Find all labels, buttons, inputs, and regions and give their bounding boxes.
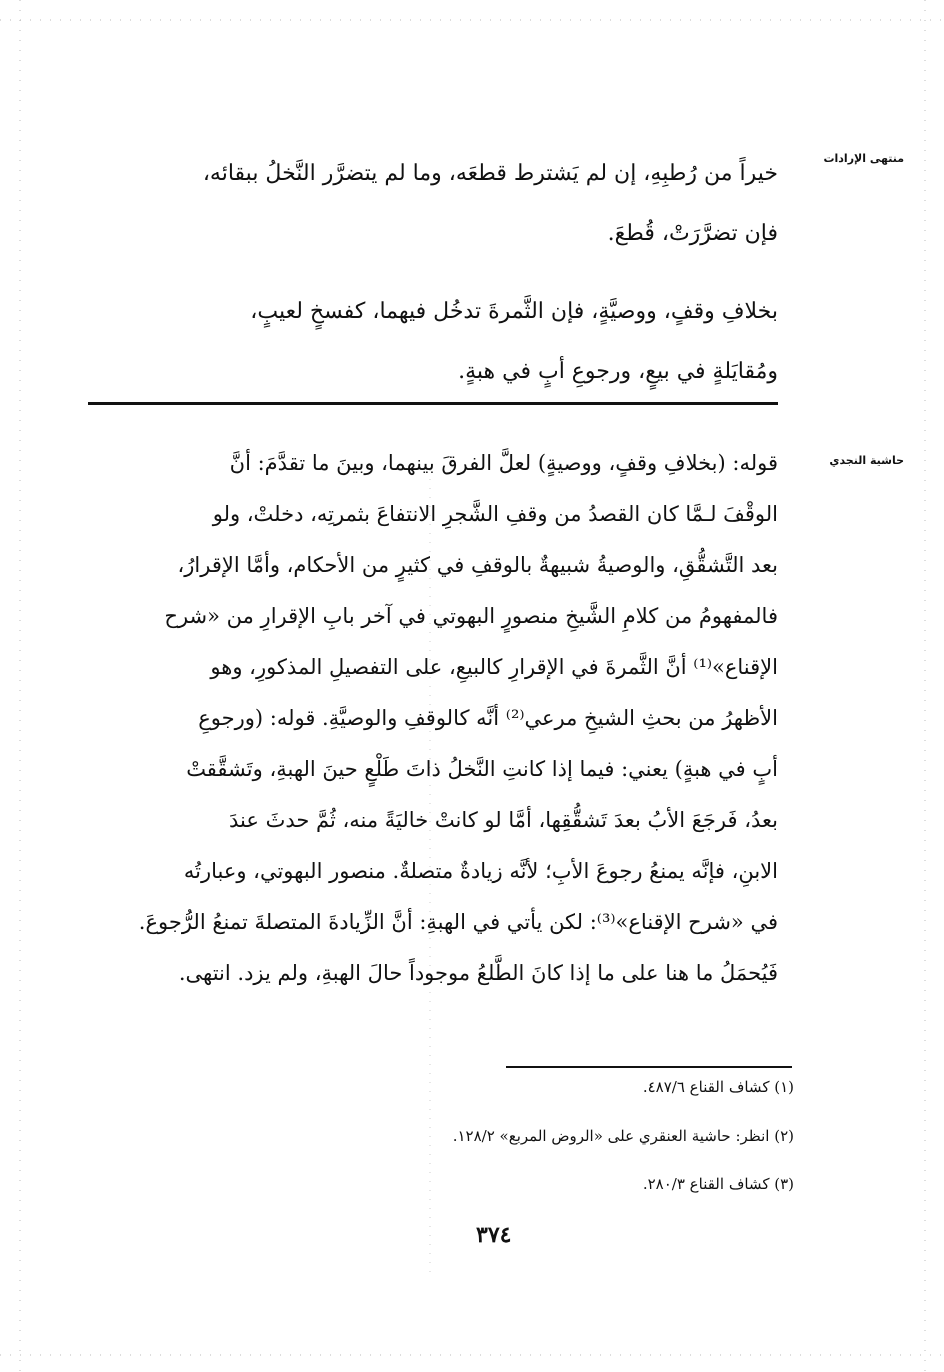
text-line: الإقناع»⁽¹⁾ أنَّ الثَّمرةَ في الإقرارِ كالبيعِ، على التفصيلِ المذكورِ، وهو: [210, 655, 778, 679]
text-line: الابنِ، فإنَّه يمنعُ رجوعَ الأبِ؛ لأنَّه زيادةٌ متصلةٌ. منصور البهوتي، وعبارتُه: [183, 859, 778, 883]
text-line: الوقْفَ لـمَّا كان القصدُ من وقفِ الشَّجرِ الانتفاعَ بثمرتِه، دخلتْ، ولو: [212, 502, 778, 526]
text-line: فإن تضرَّرَتْ، قُطعَ.: [607, 221, 778, 246]
text-line: خيراً من رُطبِهِ، إن لم يَشترط قطعَه، وما لم يتضرَّر النَّخلُ ببقائه،: [202, 161, 778, 186]
footnote-1: (١) كشاف القناع ٤٨٧/٦.: [642, 1078, 794, 1096]
main-text-paragraph-2: [88, 282, 778, 402]
text-line: ومُقايَلةٍ في بيعٍ، ورجوعِ أبٍ في هبةٍ.: [458, 359, 778, 384]
side-label-main: منتهى الإرادات: [823, 152, 904, 165]
footnote-3: (٣) كشاف القناع ٢٨٠/٣.: [642, 1175, 794, 1193]
footnote-2: (٢) انظر: حاشية العنقري على «الروض المربع» ١٢٨/٢.: [452, 1127, 794, 1145]
text-line: أبٍ في هبةٍ) يعني: فيما إذا كانتِ النَّخلُ ذاتَ طَلْعٍ حينَ الهبةِ، وتَشقَّقتْ: [186, 757, 778, 781]
section-divider: [88, 402, 778, 405]
text-line: الأظهرُ من بحثِ الشيخِ مرعي⁽²⁾ أنَّه كالوقفِ والوصيَّةِ. قوله: (ورجوعِ: [198, 706, 778, 730]
main-text-paragraph-1: [88, 144, 778, 264]
text-line: فالمفهومُ من كلامِ الشَّيخِ منصورٍ البهوتي في آخر بابِ الإقرارِ من «شرح: [164, 604, 778, 628]
side-label-hashiya: حاشية النجدي: [829, 454, 904, 467]
hashiya-text: [80, 438, 778, 999]
footnote-divider: [506, 1066, 792, 1068]
text-line: بعد التَّشقُّقِ، والوصيةُ شبيهةٌ بالوقفِ في كثيرٍ من الأحكام، وأمَّا الإقرارُ،: [177, 553, 778, 577]
text-line: بخلافِ وقفٍ، ووصيَّةٍ، فإن الثَّمرةَ تدخُل فيهما، كفسخٍ لعيبٍ،: [250, 299, 778, 324]
text-line: قوله: (بخلافِ وقفٍ، ووصيةٍ) لعلَّ الفرقَ بينهما، وبينَ ما تقدَّمَ: أنَّ: [229, 451, 778, 475]
text-line: فَيُحمَلُ ما هنا على ما إذا كانَ الطَّلعُ موجوداً حالَ الهبةِ، ولم يزد. انتهى.: [178, 961, 778, 985]
text-line: في «شرح الإقناع»⁽³⁾: لكن يأتي في الهبةِ: أنَّ الزِّيادةَ المتصلةَ تمنعُ الرُّجوعَ.: [138, 910, 778, 934]
page-number: ٣٧٤: [476, 1222, 512, 1248]
text-line: بعدُ، فَرجَعَ الأبُ بعدَ تَشقُّقِها، أمَّا لو كانتْ خاليَةً منه، ثُمَّ حدثَ عندَ: [229, 808, 778, 832]
